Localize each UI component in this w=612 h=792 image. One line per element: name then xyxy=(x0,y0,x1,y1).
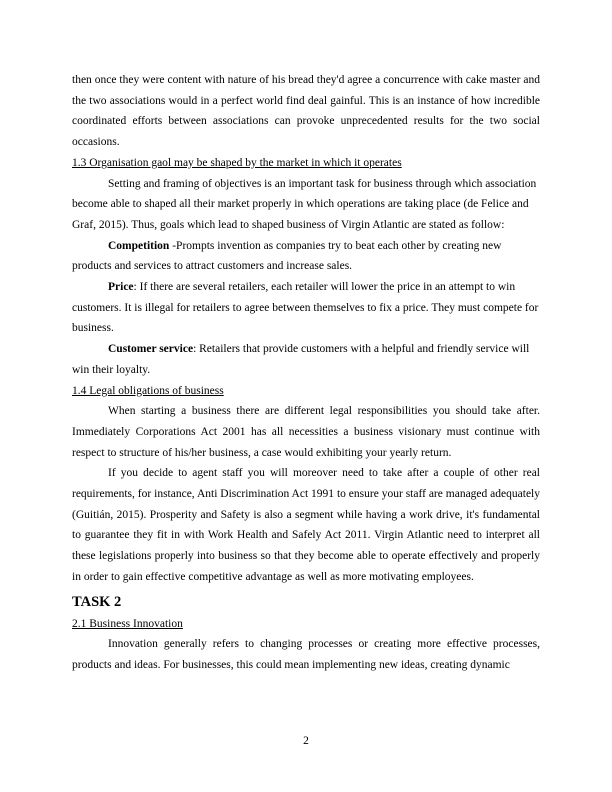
customer-service-text: : Retailers that provide customers with a helpful and friendly service will win their loyalty. xyxy=(72,343,530,376)
paragraph-staff-requirements: If you decide to agent staff you will moreover need to take after a couple of other real requirements, for instance, Anti Discrimination Act 1991 to ensure your staff are managed adequately (Guitián, 2015). Prosperity and Safety is also a segment while having a work drive, it's fundamental to guarantee they fit in with Work Health and Safely Act 2011. Virgin Atlantic need to interpret all these legislations properly into business so that they become able to operate effectively and properly in order to gain effective competitive advantage as well as more motivating employees. xyxy=(72,467,540,583)
price-text: : If there are several retailers, each retailer will lower the price in an attempt to win customers. It is illegal for retailers to agree between themselves to fix a price. They must compete for business. xyxy=(72,281,539,335)
paragraph-customer-service xyxy=(72,339,540,380)
paragraph-objectives: Setting and framing of objectives is an important task for business through which association become able to shaped all their market properly in which operations are taking place (de Felice and Graf, 2015). Thus, goals which lead to shaped business of Virgin Atlantic are stated as follow: xyxy=(72,177,537,231)
customer-service-label: Customer service xyxy=(108,343,194,356)
heading-2-1: 2.1 Business Innovation xyxy=(72,617,183,630)
document-page xyxy=(72,70,540,676)
task-2-heading: TASK 2 xyxy=(72,593,122,610)
paragraph-legal-responsibilities: When starting a business there are different legal responsibilities you should take after. Immediately Corporations Act 2001 has all necessities a business visionary must continue with respect to structure of his/her business, a case would exhibiting your yearly return. xyxy=(72,405,540,459)
paragraph-price xyxy=(72,277,540,339)
heading-1-3: 1.3 Organisation gaol may be shaped by the market in which it operates xyxy=(72,156,402,169)
page-number: 2 xyxy=(303,735,309,747)
paragraph-cake-master: then once they were content with nature of his bread they'd agree a concurrence with cake master and the two associations would in a perfect world find deal gainful. This is an instance of how incredible coordinated efforts between associations can provoke unprecedented results for the two social occasions. xyxy=(72,74,540,149)
competition-text: -Prompts invention as companies try to beat each other by creating new products and services to attract customers and increase sales. xyxy=(72,239,502,273)
paragraph-innovation: Innovation generally refers to changing processes or creating more effective processes, products and ideas. For businesses, this could mean implementing new ideas, creating dynamic xyxy=(72,638,540,671)
heading-1-4: 1.4 Legal obligations of business xyxy=(72,384,224,397)
price-label: Price xyxy=(108,281,134,294)
competition-label: Competition xyxy=(108,239,170,252)
paragraph-competition xyxy=(72,236,540,277)
